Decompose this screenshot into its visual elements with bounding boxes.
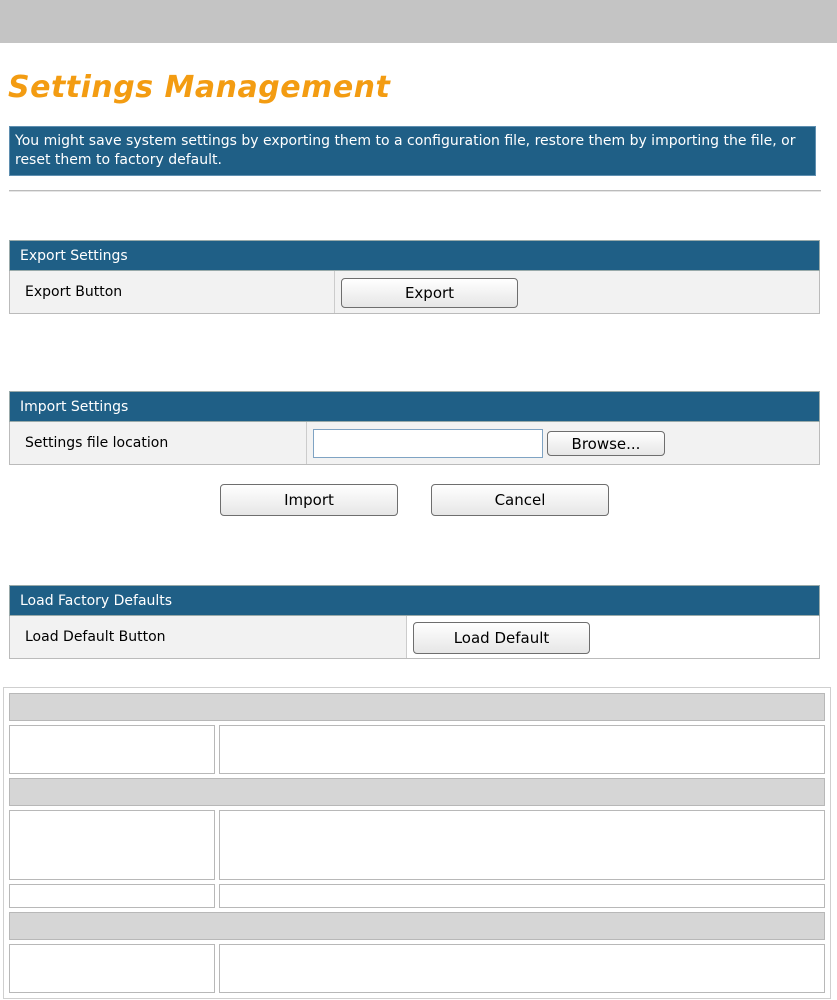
export-control-cell xyxy=(335,271,819,313)
load-default-button-label: Load Default Button xyxy=(10,616,407,658)
load-default-button[interactable]: Load Default xyxy=(413,622,590,654)
page-title: Settings Management xyxy=(8,70,391,105)
cancel-button[interactable]: Cancel xyxy=(431,484,609,516)
table-cell xyxy=(219,810,825,880)
table-cell xyxy=(9,810,215,880)
settings-file-input[interactable] xyxy=(313,429,543,458)
table-cell xyxy=(219,725,825,774)
table-cell xyxy=(219,884,825,908)
export-button-label: Export Button xyxy=(10,271,335,313)
browse-button[interactable]: Browse... xyxy=(547,431,665,456)
table-cell xyxy=(219,944,825,993)
import-control-cell xyxy=(307,422,819,464)
settings-file-location-label: Settings file location xyxy=(10,422,307,464)
table-cell xyxy=(9,725,215,774)
table-cell xyxy=(9,884,215,908)
import-settings-row xyxy=(9,422,820,465)
export-settings-header: Export Settings xyxy=(9,240,820,271)
intro-description: You might save system settings by exporting them to a configuration file, restore them by importing the file, or reset them to factory default. xyxy=(9,126,816,176)
load-factory-defaults-row xyxy=(9,616,820,659)
top-bar xyxy=(0,0,837,43)
load-factory-defaults-header: Load Factory Defaults xyxy=(9,585,820,616)
export-settings-row xyxy=(9,271,820,314)
table-header-row xyxy=(9,693,825,721)
table-header-row xyxy=(9,912,825,940)
empty-settings-table xyxy=(3,687,831,999)
import-button[interactable]: Import xyxy=(220,484,398,516)
table-cell xyxy=(9,944,215,993)
export-button[interactable]: Export xyxy=(341,278,518,308)
import-settings-header: Import Settings xyxy=(9,391,820,422)
divider xyxy=(9,190,821,192)
table-header-row xyxy=(9,778,825,806)
load-default-control-cell xyxy=(407,616,819,658)
